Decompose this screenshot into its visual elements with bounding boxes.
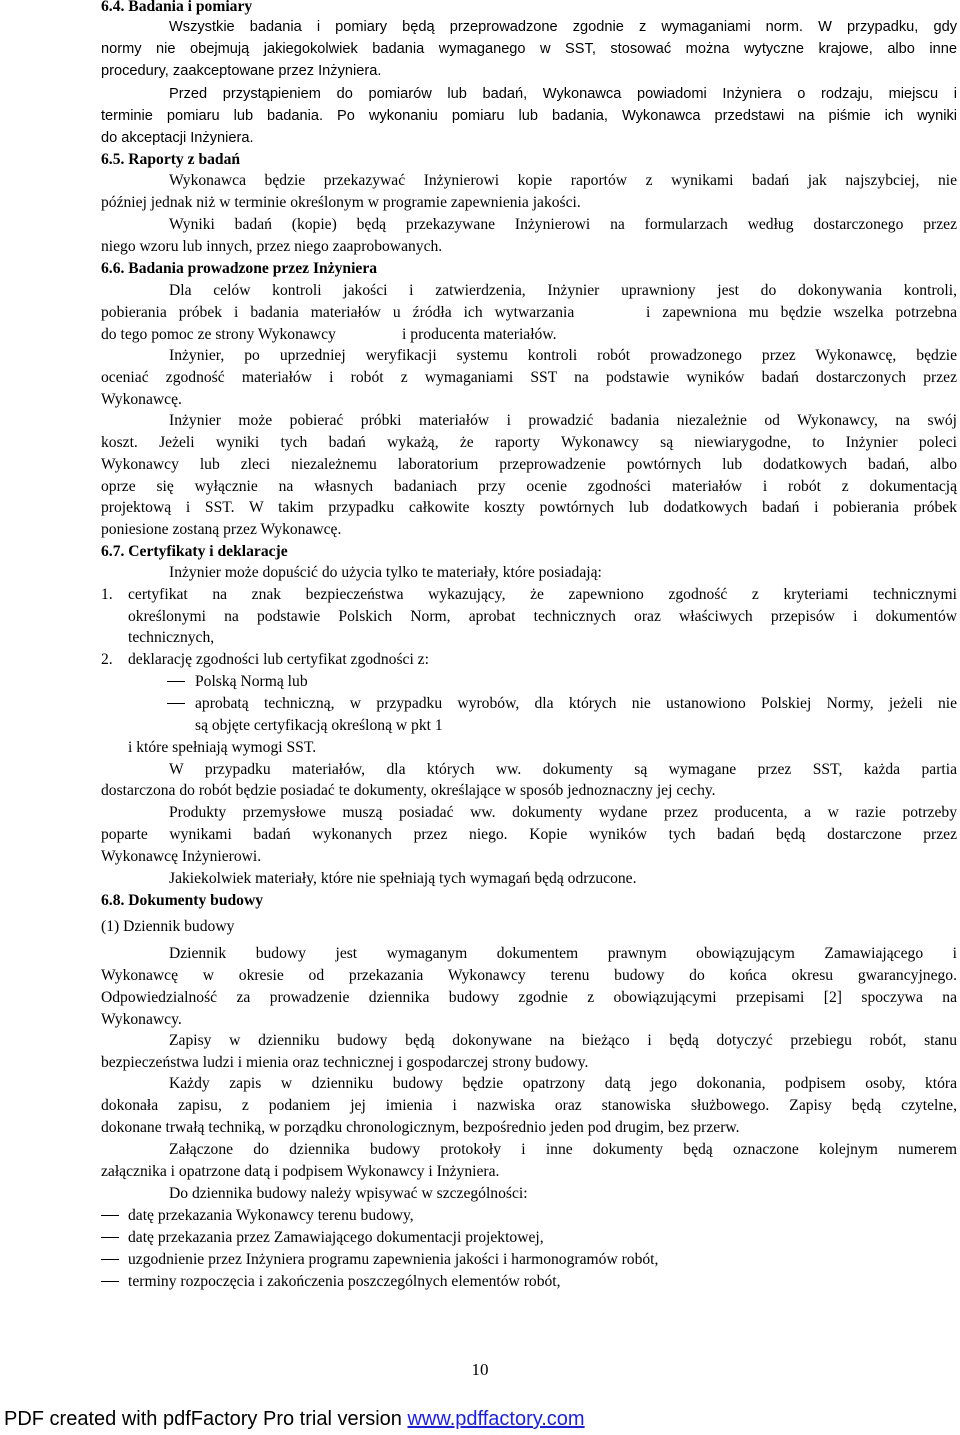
paragraph-line: Wykonawcę Inżynierowi.	[101, 848, 262, 865]
list-item: datę przekazania Wykonawcy terenu budowy,	[128, 1207, 414, 1224]
paragraph-line: poniesione zostaną przez Wykonawcę.	[101, 521, 342, 538]
dash-bullet	[167, 703, 185, 704]
paragraph-line: procedury, zaakceptowane przez Inżyniera.	[101, 63, 382, 79]
paragraph-line: Wykonawcę w okresie od przekazania Wykonawcy terenu budowy do końca okresu gwarancyjnego.	[101, 967, 957, 984]
sub-list-item: są objęte certyfikacją określoną w pkt 1	[195, 717, 443, 734]
paragraph-line: Zapisy w dzienniku budowy będą dokonywane na bieżąco i będą dotyczyć przebiegu robót, stanu	[169, 1032, 957, 1049]
paragraph-line: Przed przystąpieniem do pomiarów lub badań, Wykonawca powiadomi Inżyniera o rodzaju, miejscu i	[169, 86, 957, 102]
paragraph-line: Wykonawcy lub zleci niezależnemu laboratorium przeprowadzenie powtórnych lub dodatkowych badań, albo	[101, 456, 957, 473]
list-number: 2.	[101, 651, 113, 668]
paragraph-line: Do dziennika budowy należy wpisywać w szczególności:	[169, 1185, 528, 1202]
page-number: 10	[471, 1360, 489, 1379]
section-heading-6-8: 6.8. Dokumenty budowy	[101, 892, 264, 909]
paragraph-line: dokonała zapisu, z podaniem jej imienia i nazwiska oraz stanowiska służbowego. Zapisy będą czytelne,	[101, 1097, 957, 1114]
paragraph-line: Inżynier może pobierać próbki materiałów i prowadzić badania niezależnie od Wykonawcy, na swój	[169, 412, 957, 429]
paragraph-line: Wykonawcy.	[101, 1011, 182, 1028]
sub-list-item: aprobatą techniczną, w przypadku wyrobów, dla których nie ustanowiono Polskiej Normy, jeżeli nie	[195, 695, 957, 712]
paragraph-line: poparte wynikami badań wykonanych przez niego. Kopie wyników tych badań będą dostarczone przez	[101, 826, 957, 843]
paragraph-line: bezpieczeństwa ludzi i mienia oraz technicznej i gospodarczej strony budowy.	[101, 1054, 589, 1071]
section-heading-6-6: 6.6. Badania prowadzone przez Inżyniera	[101, 260, 378, 277]
paragraph-line: pobierania próbek i badania materiałów u źródła ich wytwarzania i zapewniona mu będzie wszelka potrzebna	[101, 304, 957, 321]
paragraph-line: normy nie obejmują jakiegokolwiek badania wymaganego w SST, stosować można wytyczne krajowe, albo inne	[101, 41, 957, 57]
paragraph-line: dostarczona do robót będzie posiadać te dokumenty, określające w sposób jednoznaczny jej cechy.	[101, 782, 716, 799]
list-item-line: deklarację zgodności lub certyfikat zgodności z:	[128, 651, 429, 668]
pdffactory-link[interactable]: www.pdffactory.com	[407, 1408, 585, 1430]
paragraph-line: Każdy zapis w dzienniku budowy będzie opatrzony datą jego dokonania, podpisem osoby, która	[169, 1075, 957, 1092]
paragraph-line: Odpowiedzialność za prowadzenie dziennika budowy zgodnie z obowiązującymi przepisami [2] spoczywa na	[101, 989, 957, 1006]
list-number: 1.	[101, 586, 113, 603]
pdf-footer	[4, 1408, 585, 1431]
paragraph-line: Dla celów kontroli jakości i zatwierdzenia, Inżynier uprawniony jest do dokonywania kontroli,	[169, 282, 957, 299]
dash-bullet	[101, 1237, 119, 1238]
paragraph-line: Inżynier może dopuścić do użycia tylko te materiały, które posiadają:	[169, 564, 602, 581]
paragraph-line: projektową i SST. W takim przypadku całkowite koszty powtórnych lub dodatkowych badań i pobierania próbek	[101, 499, 957, 516]
dash-bullet	[101, 1281, 119, 1282]
paragraph-line: Inżynier, po uprzedniej weryfikacji systemu kontroli robót prowadzonego przez Wykonawcę, będzie	[169, 347, 957, 364]
paragraph-line: Załączone do dziennika budowy protokoły i inne dokumenty będą oznaczone kolejnym numerem	[169, 1141, 957, 1158]
list-item: uzgodnienie przez Inżyniera programu zapewnienia jakości i harmonogramów robót,	[128, 1251, 659, 1268]
paragraph-line: dokonane trwałą techniką, w porządku chronologicznym, bezpośrednio jeden pod drugim, bez przerw.	[101, 1119, 740, 1136]
list-item-line: określonymi na podstawie Polskich Norm, aprobat technicznych oraz właściwych przepisów i dokumentów	[128, 608, 957, 625]
paragraph-line: koszt. Jeżeli wyniki tych badań wykażą, że raporty Wykonawcy są niewiarygodne, to Inżynier poleci	[101, 434, 957, 451]
paragraph-line: Wykonawca będzie przekazywać Inżynierowi kopie raportów z wynikami badań jak najszybciej, nie	[169, 172, 957, 189]
section-heading-6-5: 6.5. Raporty z badań	[101, 151, 241, 168]
paragraph-line: oceniać zgodność materiałów i robót z wymaganiami SST na podstawie wyników badań dostarczonych przez	[101, 369, 957, 386]
paragraph-line: oprze się wyłącznie na własnych badaniach przy ocenie zgodności materiałów i robót z dokumentacją	[101, 478, 957, 495]
sub-list-item: Polską Normą lub	[195, 673, 308, 690]
paragraph-line: Dziennik budowy jest wymaganym dokumentem prawnym obowiązującym Zamawiającego i	[169, 945, 957, 962]
paragraph-line: później jednak niż w terminie określonym w programie zapewnienia jakości.	[101, 194, 581, 211]
list-item-line: certyfikat na znak bezpieczeństwa wykazujący, że zapewniono zgodność z kryteriami technicznymi	[128, 586, 957, 603]
subsection-heading: (1) Dziennik budowy	[101, 918, 235, 935]
footer-text: PDF created with pdfFactory Pro trial version	[4, 1408, 408, 1430]
paragraph-line: W przypadku materiałów, dla których ww. dokumenty są wymagane przez SST, każda partia	[169, 761, 957, 778]
paragraph-line: Jakiekolwiek materiały, które nie spełniają tych wymagań będą odrzucone.	[169, 870, 637, 887]
list-item: datę przekazania przez Zamawiającego dokumentacji projektowej,	[128, 1229, 544, 1246]
paragraph-line: załącznika i opatrzone datą i podpisem Wykonawcy i Inżyniera.	[101, 1163, 500, 1180]
list-item: terminy rozpoczęcia i zakończenia poszczególnych elementów robót,	[128, 1273, 561, 1290]
dash-bullet	[101, 1215, 119, 1216]
paragraph-line: do tego pomoc ze strony Wykonawcy i producenta materiałów.	[101, 326, 557, 343]
dash-bullet	[101, 1259, 119, 1260]
paragraph-line: do akceptacji Inżyniera.	[101, 130, 254, 146]
section-heading-6-4: 6.4. Badania i pomiary	[101, 0, 253, 15]
dash-bullet	[167, 681, 185, 682]
paragraph-line: Wyniki badań (kopie) będą przekazywane Inżynierowi na formularzach według dostarczonego przez	[169, 216, 957, 233]
paragraph-line: niego wzoru lub innych, przez niego zaaprobowanych.	[101, 238, 443, 255]
paragraph-line: Wykonawcę.	[101, 391, 182, 408]
paragraph-line: terminie pomiaru lub badania. Po wykonaniu pomiaru lub badania, Wykonawca przedstawi na piśmie ich wyniki	[101, 108, 957, 124]
paragraph-line: Wszystkie badania i pomiary będą przeprowadzone zgodnie z wymaganiami norm. W przypadku, gdy	[169, 19, 957, 35]
paragraph-line: Produkty przemysłowe muszą posiadać ww. dokumenty wydane przez producenta, a w razie potrzeby	[169, 804, 957, 821]
list-item-line: technicznych,	[128, 629, 215, 646]
paragraph-line: i które spełniają wymogi SST.	[128, 739, 317, 756]
section-heading-6-7: 6.7. Certyfikaty i deklaracje	[101, 543, 288, 560]
